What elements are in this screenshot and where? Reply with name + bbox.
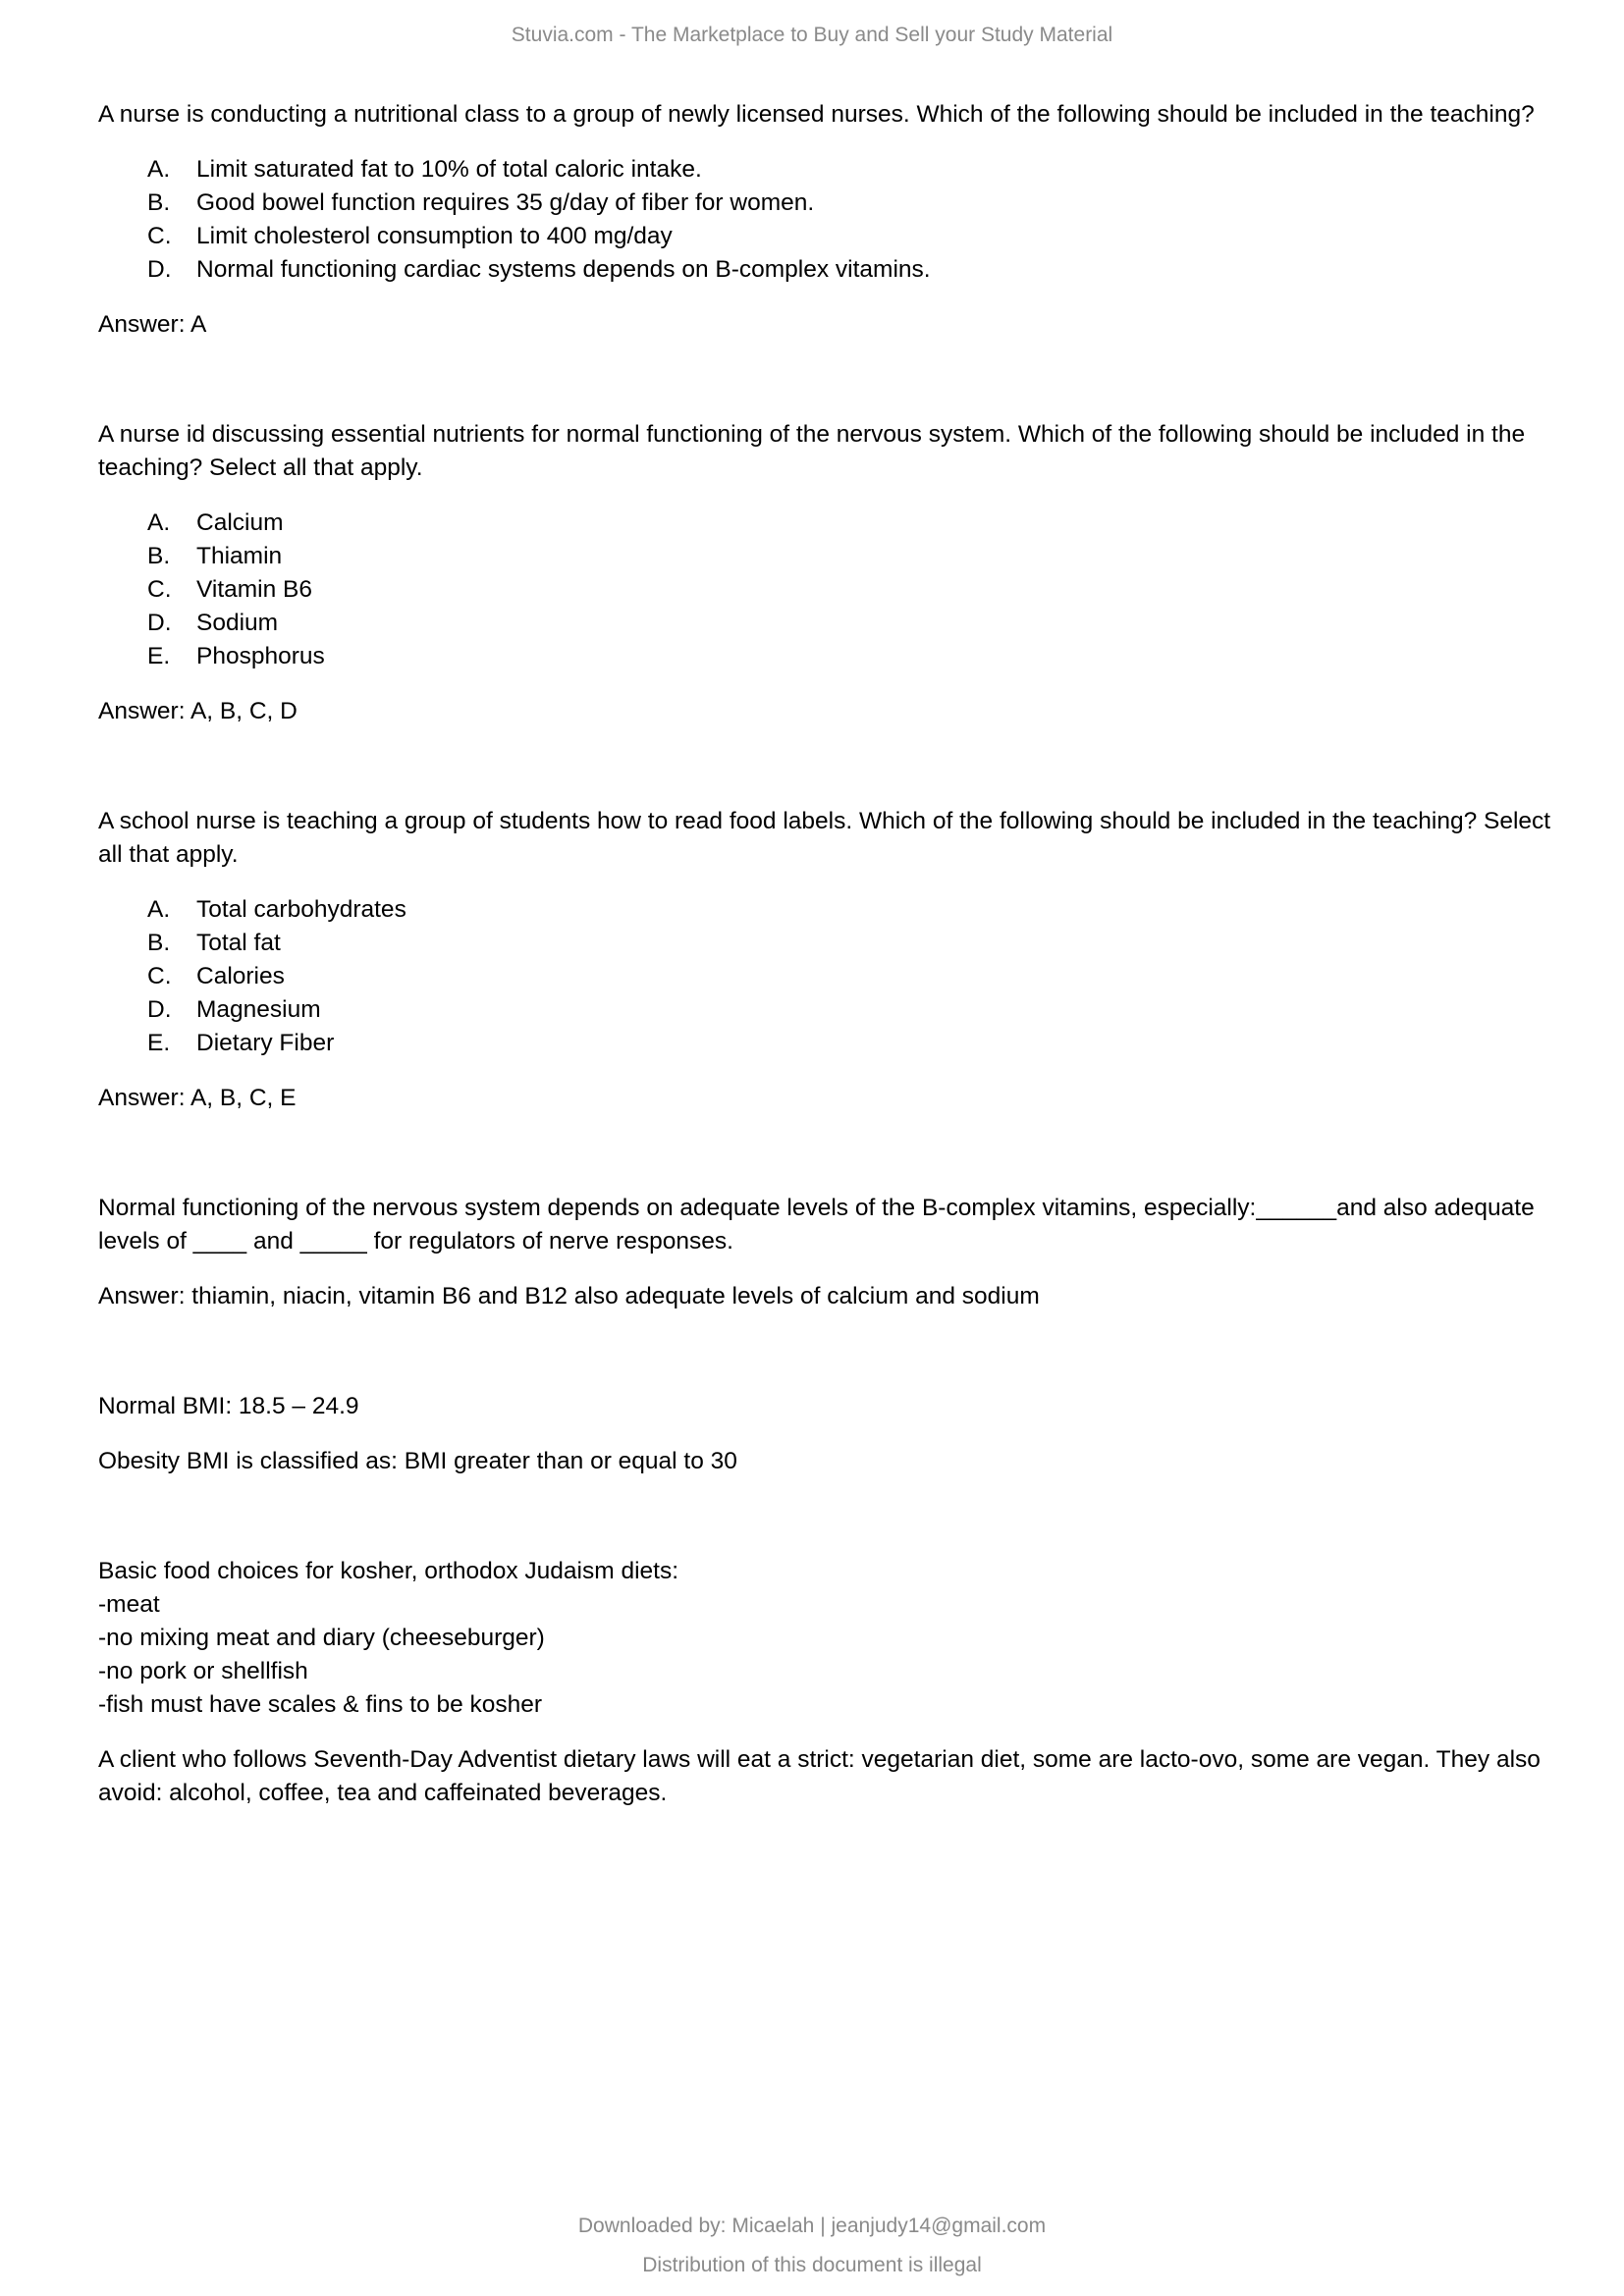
document-body xyxy=(98,98,1571,1810)
option-text: Sodium xyxy=(196,610,279,636)
answer-text: Answer: A, B, C, E xyxy=(98,1085,297,1111)
option-letter: D. xyxy=(147,996,172,1023)
option-text: Limit saturated fat to 10% of total caloric intake. xyxy=(196,156,702,183)
option-text: Calcium xyxy=(196,509,284,536)
option-letter: C. xyxy=(147,576,172,603)
option-text: Magnesium xyxy=(196,996,321,1023)
bmi-normal: Normal BMI: 18.5 – 24.9 xyxy=(98,1393,359,1419)
option-list xyxy=(98,153,1571,287)
option-text: Thiamin xyxy=(196,543,283,569)
option-text: Total fat xyxy=(196,930,281,956)
option-list xyxy=(98,507,1571,673)
question-text: A school nurse is teaching a group of students how to read food labels. Which of the following should be included in the teaching? Select all that apply. xyxy=(98,808,1551,868)
option-item xyxy=(147,220,1571,253)
option-text: Normal functioning cardiac systems depends on B-complex vitamins. xyxy=(196,256,931,283)
kosher-line: -no pork or shellfish xyxy=(98,1658,308,1684)
question-text: A nurse is conducting a nutritional class to a group of newly licensed nurses. Which of the following should be included in the teaching? xyxy=(98,101,1535,128)
footer-downloaded: Downloaded by: Micaelah | jeanjudy14@gmail.com xyxy=(577,2215,1047,2237)
option-item xyxy=(147,187,1571,220)
option-text: Total carbohydrates xyxy=(196,896,406,923)
option-item xyxy=(147,893,1571,927)
option-item xyxy=(147,640,1571,673)
option-item xyxy=(147,607,1571,640)
option-letter: A. xyxy=(147,156,171,183)
option-letter: B. xyxy=(147,930,171,956)
option-letter: C. xyxy=(147,223,172,249)
question-block xyxy=(98,418,1571,728)
option-letter: A. xyxy=(147,896,171,923)
option-letter: A. xyxy=(147,509,171,536)
option-text: Calories xyxy=(196,963,285,989)
fill-blank-answer: Answer: thiamin, niacin, vitamin B6 and B12 also adequate levels of calcium and sodium xyxy=(98,1283,1040,1309)
option-letter: E. xyxy=(147,643,171,669)
option-item xyxy=(147,993,1571,1027)
fill-blank-block xyxy=(98,1192,1571,1313)
option-text: Dietary Fiber xyxy=(196,1030,335,1056)
option-letter: D. xyxy=(147,256,172,283)
kosher-line: -meat xyxy=(98,1591,160,1618)
kosher-line: -fish must have scales & fins to be kosher xyxy=(98,1691,543,1718)
option-text: Vitamin B6 xyxy=(196,576,313,603)
option-letter: D. xyxy=(147,610,172,636)
answer-text: Answer: A xyxy=(98,311,207,338)
option-item xyxy=(147,927,1571,960)
option-item xyxy=(147,253,1571,287)
option-letter: B. xyxy=(147,543,171,569)
option-text: Phosphorus xyxy=(196,643,325,669)
option-item xyxy=(147,540,1571,573)
page-header: Stuvia.com - The Marketplace to Buy and Sell your Study Material xyxy=(511,24,1113,46)
option-list xyxy=(98,893,1571,1060)
option-letter: C. xyxy=(147,963,172,989)
option-letter: E. xyxy=(147,1030,171,1056)
option-text: Good bowel function requires 35 g/day of fiber for women. xyxy=(196,189,815,216)
footer-distribution: Distribution of this document is illegal xyxy=(642,2254,982,2276)
option-item xyxy=(147,960,1571,993)
option-item xyxy=(147,153,1571,187)
kosher-line: -no mixing meat and diary (cheeseburger) xyxy=(98,1625,545,1651)
adventist-text: A client who follows Seventh-Day Adventist dietary laws will eat a strict: vegetarian diet, some are lacto-ovo, some are vegan. They also avoid: alcohol, coffee, tea and caffeinated beverages. xyxy=(98,1746,1541,1806)
question-block xyxy=(98,98,1571,342)
question-text: A nurse id discussing essential nutrients for normal functioning of the nervous system. Which of the following should be included in the teaching? Select all that apply. xyxy=(98,421,1526,481)
option-letter: B. xyxy=(147,189,171,216)
option-item xyxy=(147,1027,1571,1060)
fill-blank-text: Normal functioning of the nervous system depends on adequate levels of the B-complex vitamins, especially:______and also adequate levels of ____ and _____ for regulators of nerve responses. xyxy=(98,1195,1535,1255)
question-block xyxy=(98,805,1571,1115)
option-text: Limit cholesterol consumption to 400 mg/day xyxy=(196,223,673,249)
answer-text: Answer: A, B, C, D xyxy=(98,698,298,724)
option-item xyxy=(147,573,1571,607)
option-item xyxy=(147,507,1571,540)
kosher-title: Basic food choices for kosher, orthodox Judaism diets: xyxy=(98,1558,679,1584)
kosher-block xyxy=(98,1555,1571,1722)
bmi-obesity: Obesity BMI is classified as: BMI greater than or equal to 30 xyxy=(98,1448,737,1474)
